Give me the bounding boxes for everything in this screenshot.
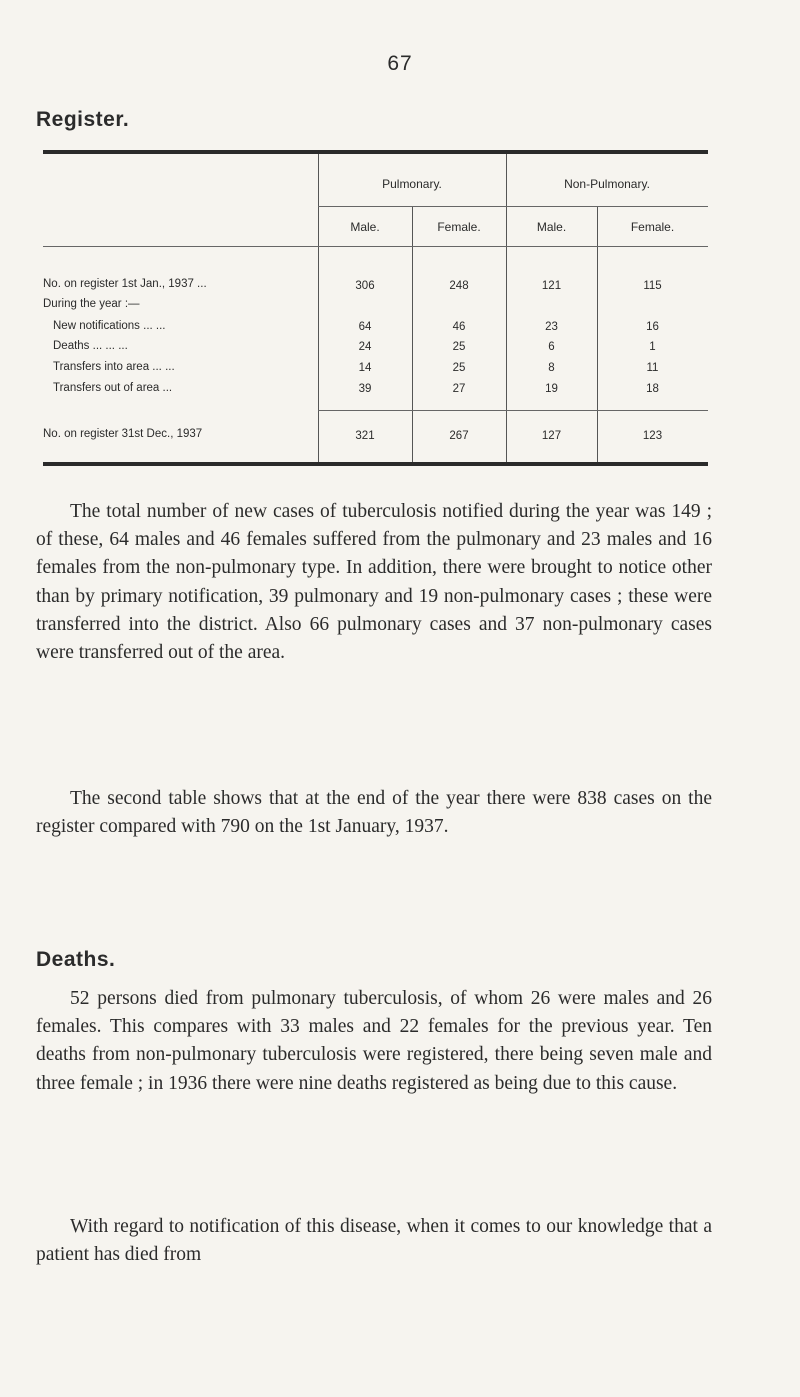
table-cell: 6 [548, 341, 555, 353]
table-row-label: New notifications ... ... [53, 320, 166, 332]
register-heading: Register. [36, 108, 130, 131]
table-row-label: Deaths ... ... ... [53, 340, 128, 352]
paragraph: 52 persons died from pulmonary tuberculosis, of whom 26 were males and 26 females. This compares with 33 males and 22 females for the previous year. Ten deaths from non-pulmonary tuberculosis were registered, there being seven male and three female ; in 1936 there were nine deaths registered as being due to this cause. [36, 988, 712, 1094]
table-cell: 27 [452, 383, 466, 395]
table-bottom-rule [43, 462, 708, 466]
table-divider [318, 206, 708, 207]
table-cell: 64 [358, 321, 372, 333]
subheader-pulmonary-female: Female. [437, 220, 481, 234]
page-number: 67 [387, 52, 413, 75]
table-top-rule [43, 150, 708, 154]
paragraph: The total number of new cases of tuberculosis notified during the year was 149 ; of these, 64 males and 46 females suffered from the pulmonary and 23 males and 16 females from the non-pulmonary type. In addition, there were brought to notice other than by primary notification, 39 pulmonary and 19 non-pulmonary cases ; these were transferred into the district. Also 66 pulmonary cases and 37 non-pulmonary cases were transferred out of the area. [36, 501, 712, 664]
table-cell: 121 [541, 280, 562, 292]
subheader-pulmonary-male: Male. [350, 220, 380, 234]
table-divider [318, 410, 708, 411]
table-cell: 8 [548, 362, 555, 374]
table-cell: 25 [452, 341, 466, 353]
table-cell: 19 [545, 383, 558, 395]
table-divider [318, 154, 319, 462]
subheader-nonpulmonary-male: Male. [536, 220, 567, 234]
table-cell: 39 [358, 383, 372, 395]
header-pulmonary: Pulmonary. [382, 177, 442, 191]
table-cell: 46 [452, 321, 466, 333]
table-cell: 18 [646, 383, 659, 395]
table-cell: 23 [545, 321, 558, 333]
header-non-pulmonary: Non-Pulmonary. [564, 177, 650, 191]
table-divider [412, 206, 413, 462]
table-row-label: No. on register 31st Dec., 1937 [43, 428, 203, 440]
table-cell: 267 [449, 430, 469, 442]
table-cell: 127 [541, 430, 562, 442]
table-cell: 248 [449, 280, 469, 292]
table-cell: 115 [643, 280, 662, 292]
table-cell: 1 [649, 341, 656, 353]
subheader-nonpulmonary-female: Female. [630, 220, 675, 234]
table-cell: 16 [646, 321, 659, 333]
table-cell: 24 [358, 341, 372, 353]
register-table [43, 150, 708, 468]
table-cell: 123 [642, 430, 663, 442]
table-row-label: No. on register 1st Jan., 1937 ... [43, 278, 207, 290]
table-cell: 321 [355, 430, 375, 442]
table-cell: 14 [358, 362, 372, 374]
paragraph: With regard to notification of this disease, when it comes to our knowledge that a patient has died from [36, 1216, 712, 1266]
table-divider [43, 246, 708, 247]
table-row-label: During the year :— [43, 298, 140, 310]
table-row-label: Transfers out of area ... [53, 382, 173, 394]
paragraph: The second table shows that at the end of the year there were 838 cases on the register compared with 790 on the 1st January, 1937. [36, 788, 712, 838]
table-cell: 25 [452, 362, 466, 374]
table-row-label: Transfers into area ... ... [53, 361, 175, 373]
table-cell: 306 [355, 280, 375, 292]
table-cell: 11 [646, 362, 659, 374]
deaths-heading: Deaths. [36, 948, 116, 971]
table-divider [597, 206, 598, 462]
table-divider [506, 154, 507, 462]
